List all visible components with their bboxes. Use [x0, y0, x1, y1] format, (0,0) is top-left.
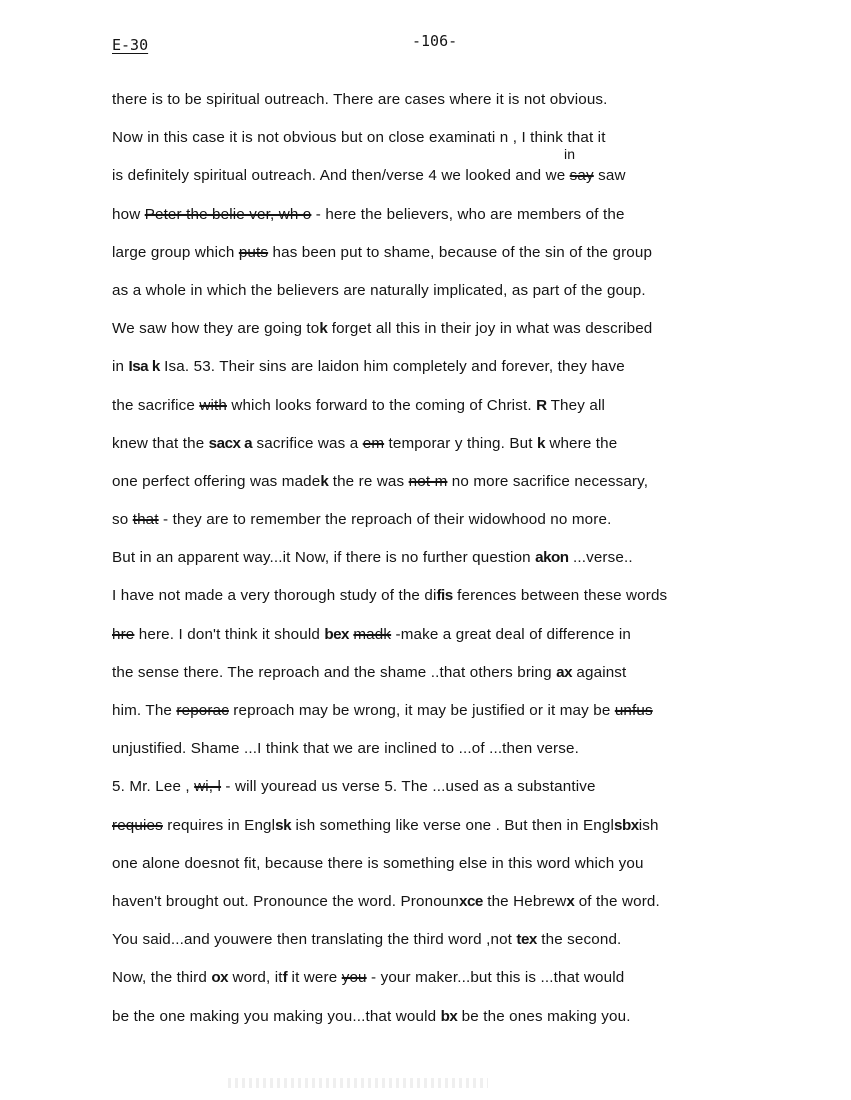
- overtyped-text: xce: [459, 892, 483, 910]
- line-text: in: [112, 358, 129, 376]
- transcript-body: [112, 90, 802, 1045]
- struck-text: with: [199, 396, 227, 414]
- line-text: the sense there. The reproach and the shame ..that others bring: [112, 663, 557, 681]
- text-line: [112, 243, 802, 281]
- line-text: so: [112, 511, 133, 529]
- line-text: haven't brought out. Pronounce the word. Pronoun: [112, 892, 459, 910]
- text-line: [112, 146, 802, 204]
- text-line: [112, 968, 802, 1006]
- line-text: is definitely spiritual outreach. And then: [112, 167, 382, 185]
- line-text: it were: [287, 969, 342, 987]
- struck-text: hre: [112, 625, 135, 643]
- text-line: [112, 128, 802, 166]
- line-text: forget all this in their joy in what was described: [327, 320, 653, 338]
- line-text: - your maker...but this is ...that would: [366, 969, 625, 987]
- overtyped-text: x: [566, 892, 575, 910]
- overtyped-text: R: [536, 396, 547, 414]
- line-text: Isa. 53. Their sins are laidon him completely and forever, they have: [159, 358, 625, 376]
- struck-text: wi, l: [194, 778, 222, 796]
- text-line: [112, 434, 802, 472]
- text-line: [112, 357, 802, 395]
- line-text: ish something like verse one . But then in Engl: [291, 816, 615, 834]
- text-line: [112, 396, 802, 434]
- line-text: here. I don't think it should: [134, 625, 325, 643]
- line-text: there is to be spiritual outreach. There are cases where it is not obvious.: [112, 91, 608, 108]
- line-text: word, it: [228, 969, 283, 987]
- line-text: as a whole in which the believers are naturally implicated, as part of the goup.: [112, 281, 646, 299]
- text-line: [112, 663, 802, 701]
- overtyped-text: k: [319, 320, 328, 338]
- line-text: be the one making you making you...that would: [112, 1007, 441, 1025]
- line-text: the sacrifice: [112, 396, 200, 414]
- struck-text: not m: [408, 472, 448, 490]
- text-line: [112, 701, 802, 739]
- overtyped-text: sacx a: [208, 434, 253, 452]
- line-text: one alone doesnot fit, because there is something else in this word which you: [112, 854, 644, 872]
- text-line: [112, 777, 802, 815]
- line-text: saw: [593, 167, 626, 185]
- line-text: no more sacrifice necessary,: [447, 472, 649, 490]
- faint-stamp-mark: [228, 1078, 488, 1088]
- text-line: [112, 930, 802, 968]
- line-text: requires in Engl: [162, 816, 276, 834]
- insertion-caret: /: [381, 167, 387, 185]
- text-line: [112, 472, 802, 510]
- line-text: be the ones making you.: [457, 1007, 631, 1025]
- line-text: has been put to shame, because of the sin of the group: [268, 243, 653, 261]
- text-line: [112, 854, 802, 892]
- overtyped-text: bx: [440, 1007, 458, 1025]
- text-line: [112, 205, 802, 243]
- line-text: where the: [544, 434, 618, 452]
- line-text: Now, the third: [112, 969, 212, 987]
- line-text: They all: [546, 396, 606, 414]
- line-text: him. The: [112, 702, 177, 719]
- text-line: [112, 739, 802, 777]
- text-line: [112, 548, 802, 586]
- text-line: [112, 281, 802, 319]
- overtyped-text: tex: [516, 931, 537, 949]
- struck-text: you: [341, 969, 367, 987]
- line-text: 5. Mr. Lee ,: [112, 778, 195, 796]
- line-text: - they are to remember the reproach of their widowhood no more.: [158, 511, 612, 529]
- line-text: unjustified. Shame ...I think that we are inclined to ...of ...then verse.: [112, 740, 579, 758]
- text-line: [112, 510, 802, 548]
- line-text: against: [572, 663, 627, 681]
- struck-text: madk: [353, 625, 392, 643]
- overtyped-text: ax: [556, 663, 573, 681]
- struck-text: requies: [112, 816, 163, 834]
- handwritten-insertion: in: [564, 146, 576, 163]
- overtyped-text: sk: [275, 816, 292, 834]
- line-text: the Hebrew: [482, 892, 567, 910]
- line-text: -make a great deal of difference in: [391, 625, 631, 643]
- line-text: temporar y thing. But: [384, 434, 537, 452]
- overtyped-text: ox: [211, 969, 229, 987]
- text-line: [112, 892, 802, 930]
- line-text: verse 4 we looked and we: [386, 167, 570, 185]
- overtyped-text: bex: [324, 625, 349, 643]
- line-text: - here the believers, who are members of the: [311, 205, 625, 223]
- line-text: ish: [638, 816, 659, 834]
- overtyped-text: k: [320, 472, 329, 490]
- overtyped-text: Isa k: [128, 358, 160, 376]
- document-code: E-30: [112, 36, 149, 54]
- struck-text: that: [132, 511, 159, 529]
- overtyped-text: k: [537, 434, 545, 452]
- line-text: ...verse..: [568, 549, 633, 567]
- struck-text: em: [362, 434, 385, 452]
- overtyped-text: sbx: [614, 816, 639, 834]
- line-text: how: [112, 205, 145, 223]
- line-text: one perfect offering was made: [112, 472, 321, 490]
- text-line: [112, 586, 802, 624]
- struck-text: unfus: [614, 702, 653, 719]
- line-text: - will youread us verse 5. The ...used as a substantive: [221, 778, 596, 796]
- line-text: But in an apparent way...it Now, if there is no further question: [112, 549, 536, 567]
- overtyped-text: fis: [436, 587, 453, 605]
- line-text: large group which: [112, 243, 239, 261]
- line-text: ferences between these words: [452, 587, 668, 605]
- line-text: knew that the: [112, 434, 209, 452]
- struck-text: reporac: [176, 702, 229, 719]
- line-text: I have not made a very thorough study of the di: [112, 587, 437, 605]
- line-text: of the word.: [574, 892, 660, 910]
- line-text: You said...and youwere then translating the third word ,not: [112, 931, 517, 949]
- text-line: [112, 319, 802, 357]
- text-line: [112, 816, 802, 854]
- overtyped-text: akon: [535, 549, 569, 567]
- line-text: We saw how they are going to: [112, 320, 320, 338]
- struck-text: Peter the belie ver, wh o: [144, 205, 312, 223]
- page-number: -106-: [412, 32, 458, 50]
- line-text: the second.: [536, 931, 622, 949]
- line-text: sacrifice was a: [252, 434, 363, 452]
- text-line: [112, 625, 802, 663]
- line-text: reproach may be wrong, it may be justified or it may be: [228, 702, 615, 719]
- struck-text: puts: [238, 243, 269, 261]
- line-text: Now in this case it is not obvious but on close examinati n , I think that it: [112, 129, 606, 147]
- overtyped-text: f: [282, 969, 288, 987]
- line-text: which looks forward to the coming of Christ.: [226, 396, 537, 414]
- line-text: the re was: [328, 472, 409, 490]
- struck-text: say: [569, 167, 594, 185]
- text-line: [112, 90, 802, 128]
- text-line: [112, 1007, 802, 1045]
